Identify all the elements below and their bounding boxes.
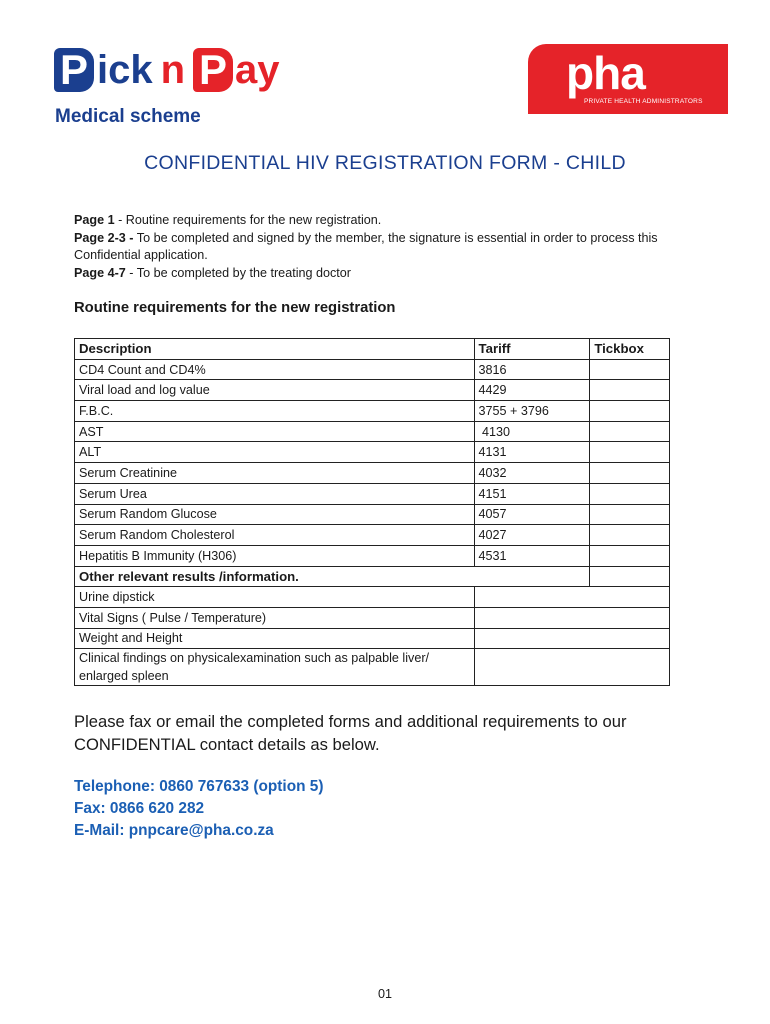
requirements-table: [74, 338, 670, 686]
table-header-row: [75, 339, 670, 360]
contact-fax: Fax: 0866 620 282: [74, 800, 205, 817]
other-row-field[interactable]: [474, 649, 669, 686]
page-number: 01: [377, 987, 392, 1001]
table-row: [75, 442, 670, 463]
row-tariff: 3816: [474, 359, 590, 380]
table-row: [75, 504, 670, 525]
table-row: [75, 421, 670, 442]
intro-line-1-bold: Page 1: [74, 213, 115, 227]
table-row: [75, 525, 670, 546]
row-tariff: 4027: [474, 525, 590, 546]
other-row-field[interactable]: [474, 628, 669, 649]
row-description: Viral load and log value: [75, 380, 475, 401]
table-row: [75, 628, 670, 649]
header-tariff: Tariff: [474, 339, 590, 360]
table-row: [75, 545, 670, 566]
row-tickbox[interactable]: [590, 442, 670, 463]
row-tariff: 4057: [474, 504, 590, 525]
pha-logo-subtitle: PRIVATE HEALTH ADMINISTRATORS: [584, 98, 703, 105]
intro-line-3-bold: Page 4-7: [74, 265, 126, 280]
row-tariff: 4130: [474, 421, 590, 442]
intro-instructions: [74, 212, 674, 282]
pnp-logo-letter-p: P: [54, 48, 94, 92]
table-row: [75, 587, 670, 608]
other-row-description: Vital Signs ( Pulse / Temperature): [75, 607, 475, 628]
other-row-description: Urine dipstick: [75, 587, 475, 608]
row-description: Hepatitis B Immunity (H306): [75, 545, 475, 566]
fax-instructions: Please fax or email the completed forms and additional requirements to our CONFIDENTIAL contact details as below.: [74, 712, 627, 754]
intro-line-3: [74, 265, 674, 283]
row-tariff: 4151: [474, 483, 590, 504]
row-description: F.B.C.: [75, 401, 475, 422]
row-tariff: 4531: [474, 545, 590, 566]
other-results-header-row: [75, 566, 670, 587]
other-row-field[interactable]: [474, 587, 669, 608]
form-title: CONFIDENTIAL HIV REGISTRATION FORM - CHILD: [144, 152, 626, 174]
row-tickbox[interactable]: [590, 504, 670, 525]
contact-telephone: Telephone: 0860 767633 (option 5): [74, 778, 324, 795]
other-results-header: Other relevant results /information.: [75, 566, 590, 587]
pnp-logo-ay: ay: [235, 48, 280, 92]
pnp-logo-letter-p2: P: [193, 48, 233, 92]
pha-logo: [528, 44, 728, 114]
row-tickbox[interactable]: [590, 380, 670, 401]
row-tariff: 3755 + 3796: [474, 401, 590, 422]
pick-n-pay-logo: [54, 46, 280, 94]
table-row: [75, 380, 670, 401]
pha-logo-word: pha: [566, 47, 645, 99]
header-description: Description: [75, 339, 475, 360]
intro-line-1-text: - Routine requirements for the new registration.: [114, 213, 382, 227]
contact-details: [74, 776, 323, 842]
table-row: [75, 359, 670, 380]
row-tickbox[interactable]: [590, 525, 670, 546]
table-row: [75, 463, 670, 484]
intro-line-2-bold: Page 2-3 -: [74, 230, 134, 245]
row-description: Serum Creatinine: [75, 463, 475, 484]
header-tickbox: Tickbox: [590, 339, 670, 360]
section-title: Routine requirements for the new registration: [74, 300, 396, 316]
intro-line-3-text: - To be completed by the treating doctor: [125, 265, 351, 280]
table-row: [75, 649, 670, 686]
other-results-header-tickbox: [590, 566, 670, 587]
row-tickbox[interactable]: [590, 401, 670, 422]
table-row: [75, 401, 670, 422]
row-description: CD4 Count and CD4%: [75, 359, 475, 380]
row-tickbox[interactable]: [590, 483, 670, 504]
contact-email[interactable]: E-Mail: pnpcare@pha.co.za: [74, 822, 274, 839]
row-tickbox[interactable]: [590, 463, 670, 484]
pnp-logo-ick: ick: [97, 48, 153, 92]
row-tickbox[interactable]: [590, 421, 670, 442]
row-tariff: 4429: [474, 380, 590, 401]
row-description: ALT: [75, 442, 475, 463]
table-row: [75, 607, 670, 628]
other-row-field[interactable]: [474, 607, 669, 628]
intro-line-2-text: To be completed and signed by the member, the signature is essential in order to process this Confidential application.: [74, 230, 658, 262]
row-tariff: 4131: [474, 442, 590, 463]
pnp-logo-n: n: [160, 48, 186, 92]
intro-line-1: [74, 212, 674, 230]
medical-scheme-label: Medical scheme: [55, 106, 201, 127]
other-row-description: Clinical findings on physicalexamination such as palpable liver/ enlarged spleen: [75, 649, 475, 686]
row-tariff: 4032: [474, 463, 590, 484]
row-description: Serum Urea: [75, 483, 475, 504]
row-description: Serum Random Glucose: [75, 504, 475, 525]
row-description: AST: [75, 421, 475, 442]
row-tickbox[interactable]: [590, 545, 670, 566]
row-tickbox[interactable]: [590, 359, 670, 380]
intro-line-2: [74, 230, 674, 265]
row-description: Serum Random Cholesterol: [75, 525, 475, 546]
table-row: [75, 483, 670, 504]
other-row-description: Weight and Height: [75, 628, 475, 649]
